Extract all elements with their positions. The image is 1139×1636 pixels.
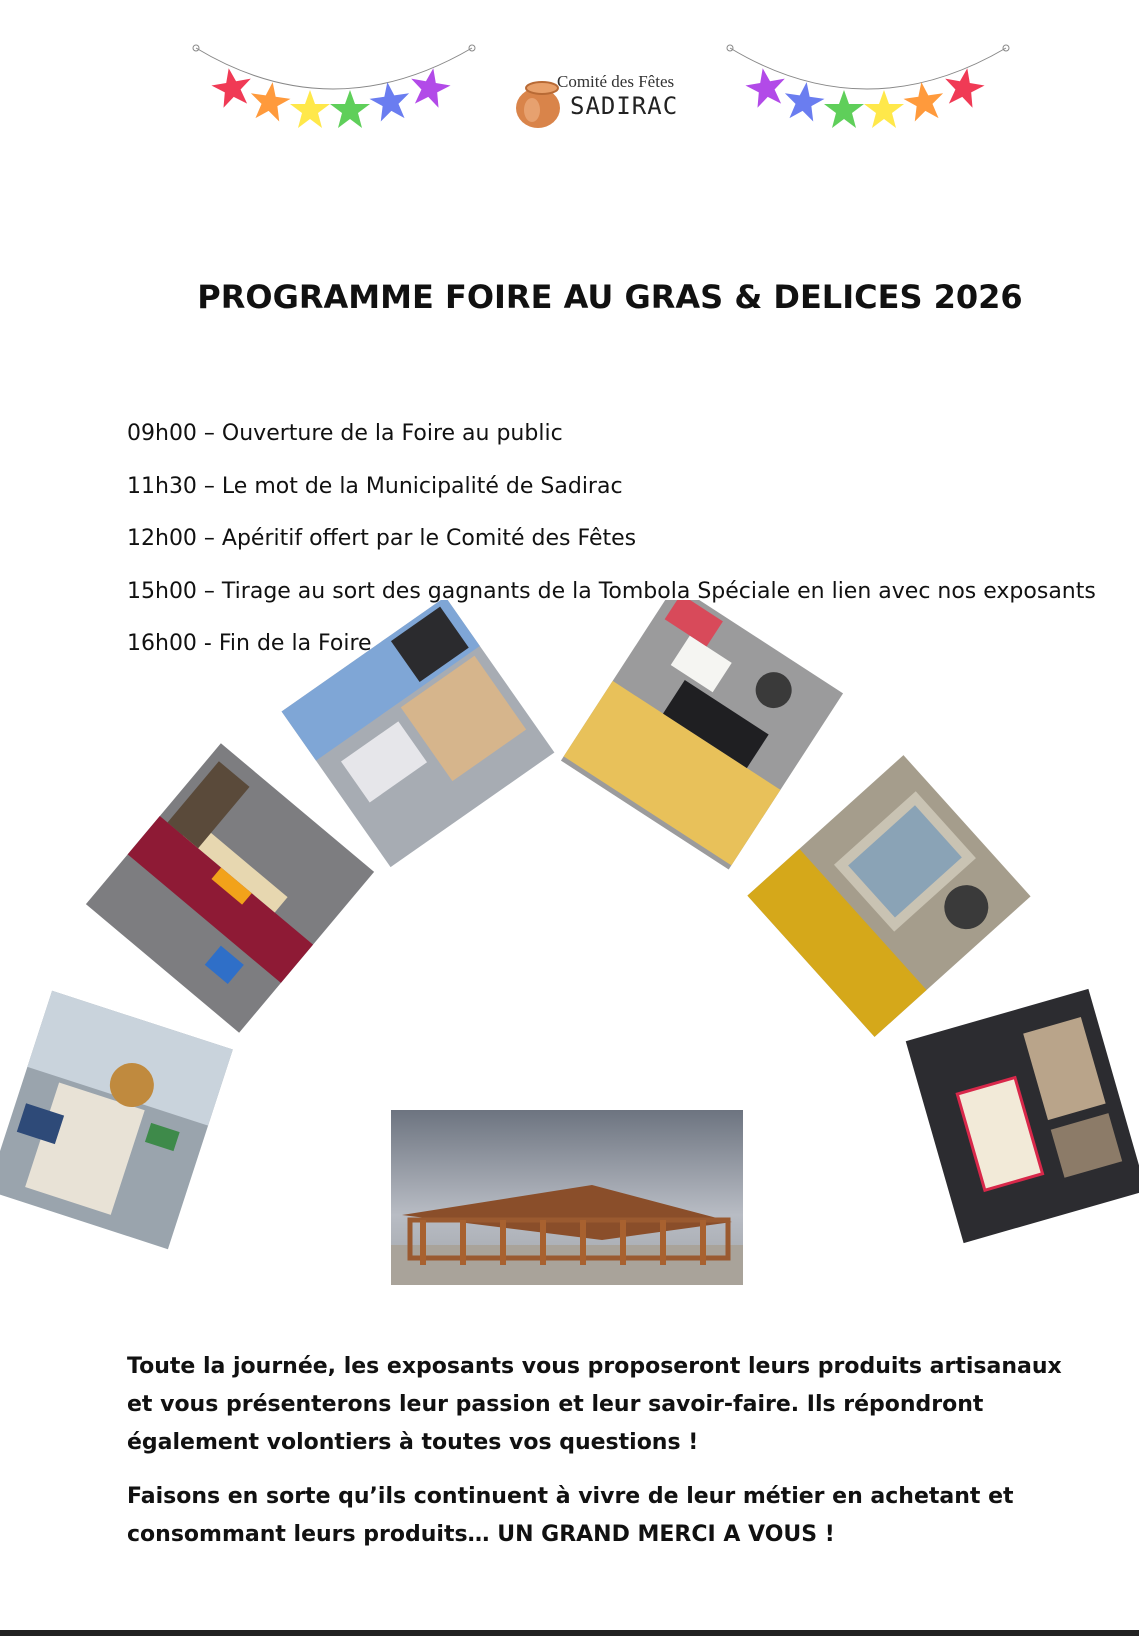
schedule-item: 15h00 – Tirage au sort des gagnants de la Tombola Spéciale en lien avec nos exposants [127,578,1096,604]
star-icon [864,90,904,128]
star-icon [368,79,413,122]
star-icon [824,90,864,128]
star-icon [782,79,827,122]
bottom-bar [0,1630,1139,1636]
market-photo [86,743,374,1032]
star-icon [330,90,370,128]
schedule-item: 11h30 – Le mot de la Municipalité de Sadirac [127,473,623,499]
star-garland-left [192,40,492,140]
page-title: PROGRAMME FOIRE AU GRAS & DELICES 2026 [197,278,1023,316]
closing-paragraph-2: Faisons en sorte qu’ils continuent à vivre de leur métier en achetant et consommant leurs produits… UN GRAND MERCI A VOUS ! [127,1484,1014,1547]
star-icon [248,79,293,122]
logo-line2: SADIRAC [570,92,679,120]
schedule-item: 09h00 – Ouverture de la Foire au public [127,421,563,446]
star-icon [290,90,330,128]
photo-arch [0,600,1139,1300]
schedule-item: 16h00 - Fin de la Foire [127,631,372,656]
star-icon [743,65,789,109]
star-icon [209,65,255,109]
market-photo [747,755,1030,1037]
market-photo [282,600,555,867]
market-photo [561,600,843,870]
star-icon [941,65,987,109]
comite-logo [512,64,712,134]
schedule-item: 12h00 – Apéritif offert par le Comité des Fêtes [127,526,637,551]
star-icon [902,79,947,122]
market-photo [0,991,233,1249]
star-icon [407,65,453,109]
closing-paragraph-1: Toute la journée, les exposants vous proposeront leurs produits artisanaux et vous présenterons leur passion et leur savoir-faire. Ils répondront également volontiers à toutes vos questions ! [127,1354,1062,1455]
market-hall-photo [391,1110,743,1285]
market-photo [906,989,1139,1243]
star-garland-right [726,40,1026,140]
logo-line1: Comité des Fêtes [557,72,675,91]
